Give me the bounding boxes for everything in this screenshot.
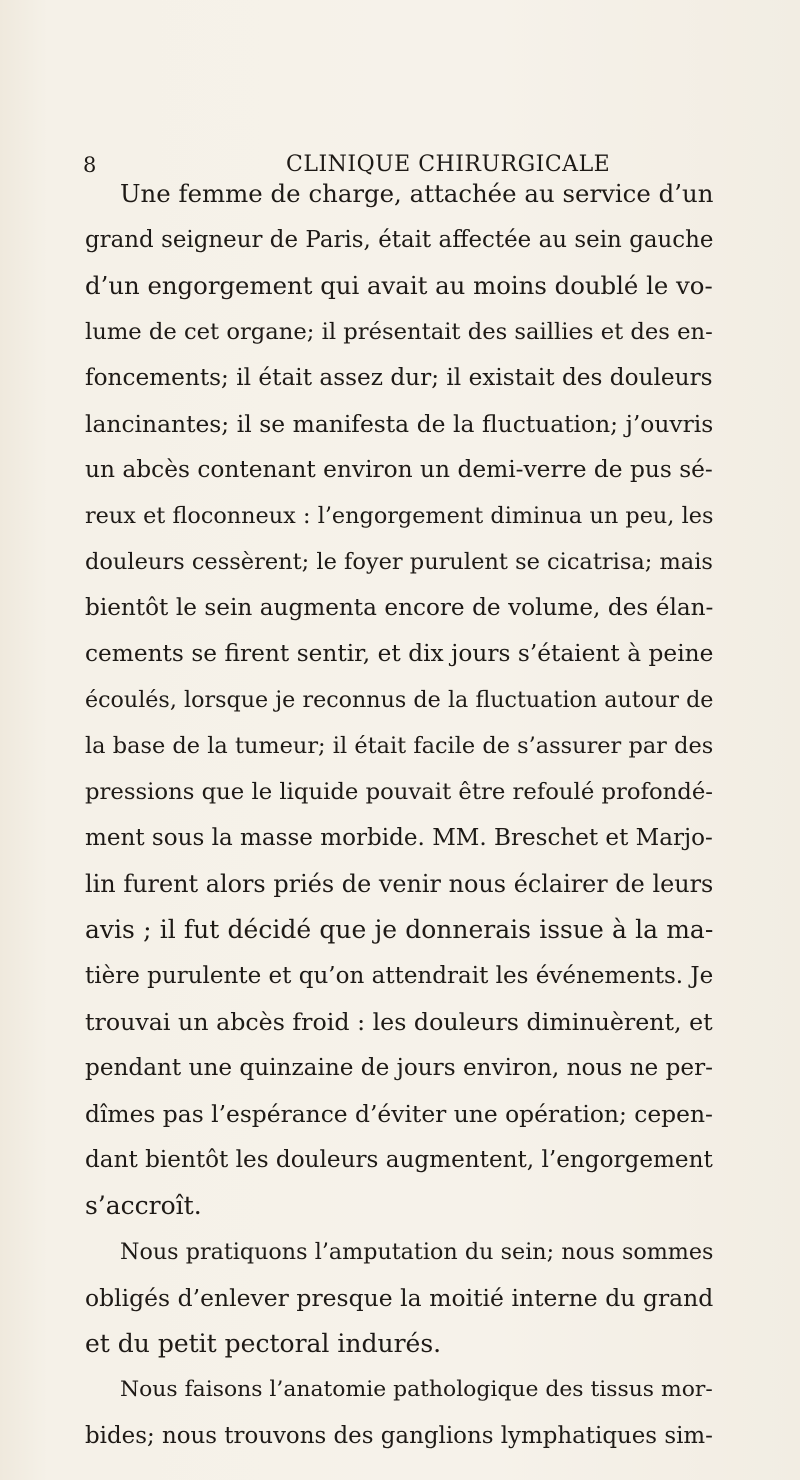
text-line: bientôt le sein augmenta encore de volume, des élan- bbox=[85, 595, 714, 621]
text-line: s’accroît. bbox=[85, 1191, 202, 1220]
text-line: et du petit pectoral indurés. bbox=[85, 1329, 442, 1358]
text-line: tière purulente et qu’on attendrait les événements. Je bbox=[85, 963, 714, 989]
running-title: CLINIQUE CHIRURGICALE bbox=[286, 152, 611, 177]
text-line: foncements; il était assez dur; il existait des douleurs bbox=[85, 364, 713, 391]
text-line: bides; nous trouvons des ganglions lymphatiques sim- bbox=[85, 1423, 713, 1449]
text-line: Nous faisons l’anatomie pathologique des tissus mor- bbox=[120, 1377, 713, 1402]
text-line: écoulés, lorsque je reconnus de la fluctuation autour de bbox=[85, 687, 714, 713]
text-line: obligés d’enlever presque la moitié interne du grand bbox=[85, 1284, 714, 1312]
text-line: pressions que le liquide pouvait être refoulé profondé- bbox=[85, 779, 713, 805]
text-line: Une femme de charge, attachée au service d’un bbox=[120, 179, 714, 208]
text-line: Nous pratiquons l’amputation du sein; nous sommes bbox=[120, 1239, 714, 1265]
text-line: lancinantes; il se manifesta de la fluctuation; j’ouvris bbox=[85, 410, 714, 438]
text-line: avis ; il fut décidé que je donnerais issue à la ma- bbox=[85, 915, 714, 944]
text-line: trouvai un abcès froid : les douleurs diminuèrent, et bbox=[85, 1008, 713, 1036]
text-line: grand seigneur de Paris, était affectée au sein gauche bbox=[85, 227, 714, 253]
text-line: pendant une quinzaine de jours environ, nous ne per- bbox=[85, 1055, 713, 1081]
text-line: douleurs cessèrent; le foyer purulent se cicatrisa; mais bbox=[85, 549, 713, 575]
text-line: un abcès contenant environ un demi-verre de pus sé- bbox=[85, 456, 713, 483]
text-line: lin furent alors priés de venir nous éclairer de leurs bbox=[85, 870, 714, 898]
text-line: d’un engorgement qui avait au moins doublé le vo- bbox=[85, 271, 713, 300]
text-line: dant bientôt les douleurs augmentent, l’engorgement bbox=[85, 1147, 713, 1173]
text-line: cements se firent sentir, et dix jours s’étaient à peine bbox=[85, 640, 714, 667]
text-line: lume de cet organe; il présentait des saillies et des en- bbox=[85, 319, 713, 345]
text-line: ment sous la masse morbide. MM. Breschet et Marjo- bbox=[85, 825, 713, 851]
text-line: dîmes pas l’espérance d’éviter une opération; cepen- bbox=[85, 1100, 713, 1128]
page-number: 8 bbox=[83, 153, 97, 177]
text-line: la base de la tumeur; il était facile de s’assurer par des bbox=[85, 733, 714, 759]
text-line: reux et floconneux : l’engorgement diminua un peu, les bbox=[85, 503, 714, 529]
